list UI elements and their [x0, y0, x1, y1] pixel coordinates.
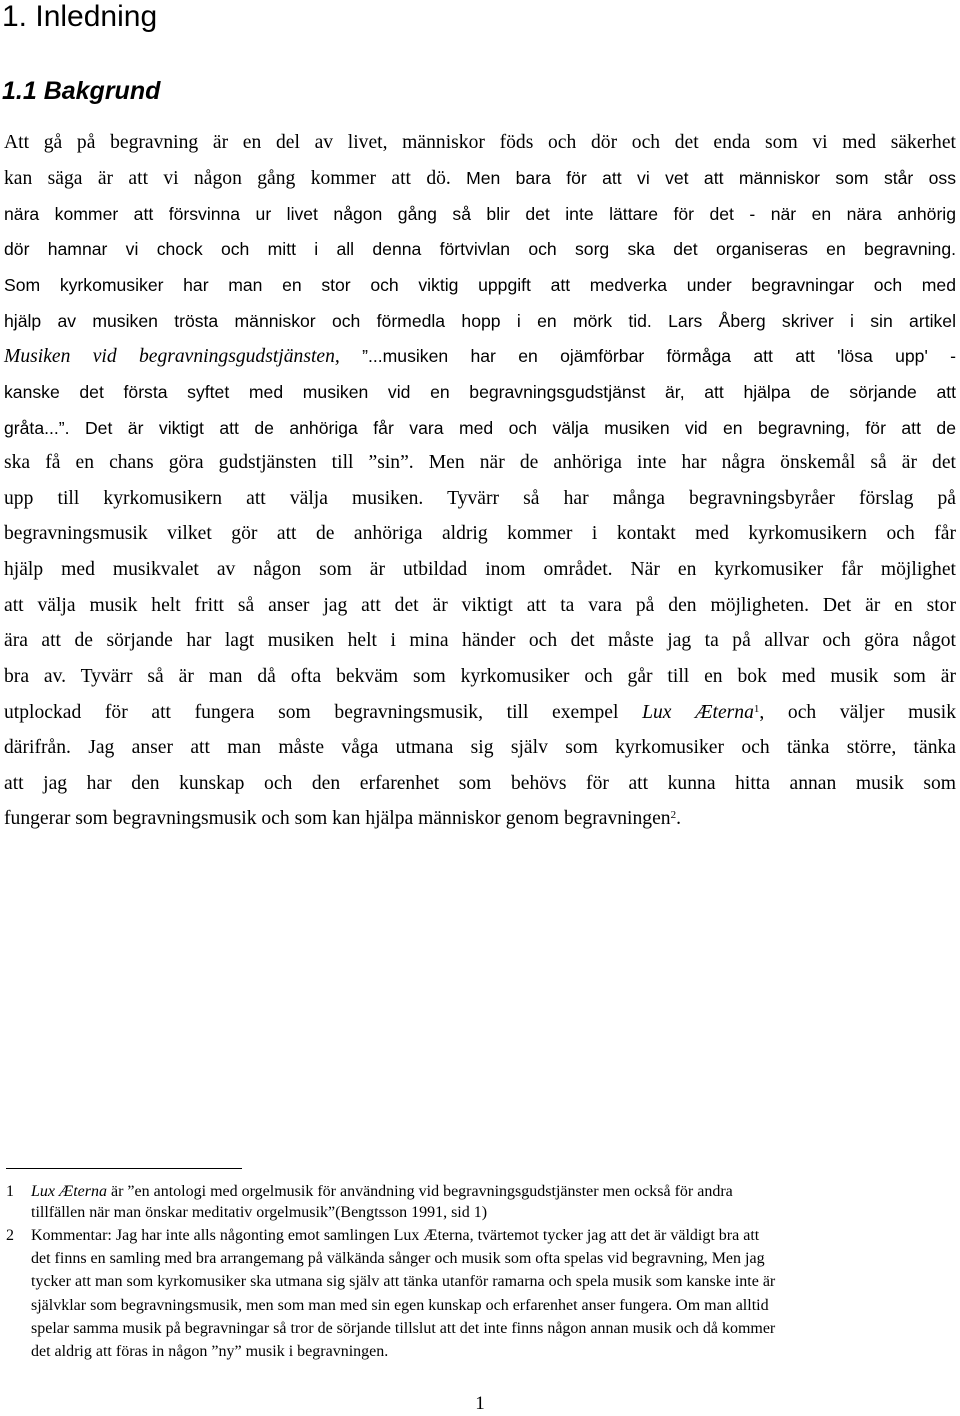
body-segment: utplockad för att fungera som begravningsmusik, till exempel: [4, 702, 643, 723]
work-title: Lux Æterna: [31, 1183, 107, 1200]
footnote-divider: [6, 1168, 242, 1169]
work-title: Lux Æterna: [642, 702, 754, 723]
body-line: hjälp av musiken trösta människor och förmedla hopp i en mörk tid. Lars Åberg skriver i sin artikel: [4, 311, 956, 331]
body-line: upp till kyrkomusikern att välja musiken. Tyvärr så har många begravningsbyråer förslag på: [4, 488, 956, 509]
body-segment: kan säga är att vi någon gång kommer att dö.: [4, 168, 451, 189]
body-segment: fungerar som begravningsmusik och som kan hjälpa människor genom begravningen: [4, 808, 671, 829]
footnote-line: [31, 1181, 953, 1202]
chapter-heading: 1. Inledning: [2, 0, 158, 33]
footnote-line: tycker att man som kyrkomusiker ska utmana sig själv att tänka utanför ramarna och spela musik som kanske inte är: [31, 1273, 776, 1290]
body-segment: ”...musiken har en ojämförbar förmåga att att 'lösa upp' -: [339, 346, 956, 366]
body-line: ära att de sörjande har lagt musiken helt i mina händer och det måste jag ta på allvar och göra något: [4, 630, 956, 651]
page-number: 1: [475, 1393, 485, 1414]
body-line: [4, 701, 956, 725]
footnote-number: 2: [6, 1227, 14, 1244]
body-line: [4, 166, 956, 190]
body-segment: .: [676, 808, 681, 829]
body-line: Att gå på begravning är en del av livet, människor föds och dör och det enda som vi med säkerhet: [4, 132, 956, 153]
body-line: kanske det första syftet med musiken vid en begravningsgudstjänst är, att hjälpa de sörjande att: [4, 382, 956, 402]
body-segment: , och väljer musik: [759, 702, 957, 723]
body-line: Som kyrkomusiker har man en stor och viktig uppgift att medverka under begravningar och med: [4, 275, 956, 295]
body-segment: Men bara för att vi vet att människor som står oss: [466, 168, 957, 188]
footnote-segment: är ”en antologi med orgelmusik för användning vid begravningsgudstjänster men också för andra: [107, 1183, 733, 1200]
body-line: hjälp med musikvalet av någon som är utbildad inom området. När en kyrkomusiker får möjlighet: [4, 559, 956, 580]
footnote-number: 1: [6, 1183, 14, 1200]
footnote-line: Kommentar: Jag har inte alls någonting emot samlingen Lux Æterna, tvärtemot tycker jag att det är väldigt bra att: [31, 1227, 760, 1244]
body-line: nära kommer att försvinna ur livet någon gång så blir det inte lättare för det - när en nära anhörig: [4, 204, 956, 224]
article-title: Musiken vid begravningsgudstjänsten,: [4, 346, 340, 367]
footnote-line: det aldrig att föras in någon ”ny” musik i begravningen.: [31, 1343, 389, 1360]
section-heading: 1.1 Bakgrund: [2, 77, 161, 105]
body-line: att jag har den kunskap och den erfarenhet som behövs för att kunna hitta annan musik som: [4, 773, 956, 794]
body-line: dör hamnar vi chock och mitt i all denna förtvivlan och sorg ska det organiseras en begravning.: [4, 239, 956, 259]
body-line: begravningsmusik vilket gör att de anhöriga aldrig kommer i kontakt med kyrkomusikern och får: [4, 523, 956, 544]
footnote-ref[interactable]: 2: [670, 809, 677, 821]
footnote-line: självklar som begravningsmusik, men som man med sin egen kunskap och erfarenhet anser fungera. Om man alltid: [31, 1297, 769, 1314]
body-line: [4, 807, 956, 831]
body-line: att välja musik helt fritt så anser jag att det är viktigt att ta vara på den möjligheten. Det är en stor: [4, 595, 956, 616]
footnote-line: spelar samma musik på begravningar så tror de sörjande tillslut att det inte finns någon annan musik och då kommer: [31, 1320, 776, 1337]
footnote-line: tillfällen när man önskar meditativ orgelmusik”(Bengtsson 1991, sid 1): [31, 1204, 488, 1221]
body-line: därifrån. Jag anser att man måste våga utmana sig själv som kyrkomusiker och tänka större, tänka: [4, 737, 956, 758]
footnote-ref[interactable]: 1: [753, 703, 760, 715]
body-line: [4, 344, 956, 368]
footnote-line: det finns en samling med bra arrangemang på välkända sånger och musik som ofta spelas vid begravning, Men jag: [31, 1250, 765, 1267]
body-line: ska få en chans göra gudstjänsten till ”sin”. Men när de anhöriga inte har några önskemål så är det: [4, 452, 956, 473]
body-line: bra av. Tyvärr så är man då ofta bekväm som kyrkomusiker och går till en bok med musik som är: [4, 666, 956, 687]
body-line: gråta...”. Det är viktigt att de anhöriga får vara med och välja musiken vid en begravning, för att de: [4, 418, 956, 438]
